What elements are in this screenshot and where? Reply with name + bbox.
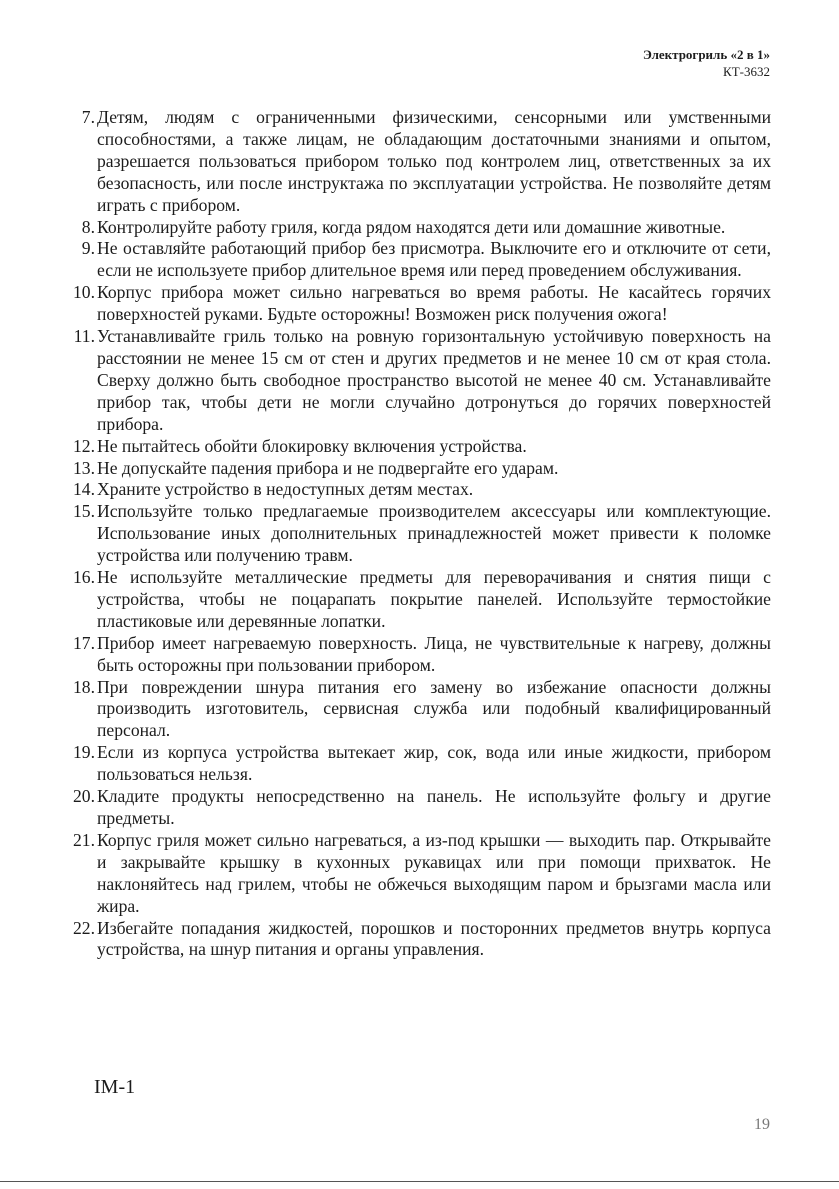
item-text: Кладите продукты непосредственно на панель. Не используйте фольгу и другие предметы. bbox=[97, 786, 771, 828]
item-number: 18. bbox=[73, 676, 95, 697]
item-text: Контролируйте работу гриля, когда рядом находятся дети или домашние животные. bbox=[97, 216, 726, 237]
safety-instructions-list bbox=[66, 107, 771, 961]
item-number: 22. bbox=[73, 917, 95, 938]
item-number: 10. bbox=[73, 282, 95, 303]
item-text: Если из корпуса устройства вытекает жир, сок, вода или иные жидкости, прибором пользоваться нельзя. bbox=[97, 742, 771, 785]
item-text: Устанавливайте гриль только на ровную горизонтальную устойчивую поверхность на расстоянии не менее 15 см от стен и других предметов и не менее 10 см от края стола. Сверху должно быть свободное пространство высотой не менее 40 см. Устанавливайте прибор так, чтобы дети не могли случайно дотронуться до горячих поверхностей прибора. bbox=[97, 326, 771, 434]
item-number: 8. bbox=[81, 216, 95, 237]
item-number: 14. bbox=[73, 479, 95, 500]
item-text: Не пытайтесь обойти блокировку включения устройства. bbox=[97, 435, 527, 456]
item-text: При повреждении шнура питания его замену во избежание опасности должны производить изготовитель, сервисная служба или подобный квалифицированный персонал. bbox=[97, 676, 771, 741]
list-item bbox=[66, 217, 771, 239]
item-number: 17. bbox=[73, 632, 95, 653]
list-item bbox=[66, 107, 771, 217]
item-number: 16. bbox=[73, 567, 95, 588]
document-code: IM-1 bbox=[94, 1076, 136, 1098]
item-text: Детям, людям с ограниченными физическими, сенсорными или умственными способностями, а также лицам, не обладающим достаточными знаниями и опытом, разрешается пользоваться прибором только под контролем лиц, ответственных за их безопасность, или после инструктажа по эксплуатации устройства. Не позволяйте детям играть с прибором. bbox=[97, 107, 771, 215]
list-item bbox=[66, 326, 771, 436]
list-item bbox=[66, 742, 771, 786]
item-text: Корпус гриля может сильно нагреваться, а из-под крышки — выходить пар. Открывайте и закрывайте крышку в кухонных рукавицах или при помощи прихваток. Не наклоняйтесь над грилем, чтобы не обжечься выходящим паром и брызгами масла или жира. bbox=[97, 829, 771, 916]
page-number: 19 bbox=[754, 1116, 770, 1133]
item-number: 15. bbox=[73, 501, 95, 522]
item-number: 21. bbox=[73, 829, 95, 850]
list-item bbox=[66, 238, 771, 282]
list-item bbox=[66, 479, 771, 501]
item-number: 9. bbox=[81, 238, 95, 259]
model-number: КТ-3632 bbox=[723, 64, 770, 79]
list-item bbox=[66, 677, 771, 743]
item-text: Избегайте попадания жидкостей, порошков и посторонних предметов внутрь корпуса устройства, на шнур питания и органы управления. bbox=[97, 917, 771, 960]
list-item bbox=[66, 501, 771, 567]
item-text: Не используйте металлические предметы для переворачивания и снятия пищи с устройства, чтобы не поцарапать покрытие панелей. Используйте термостойкие пластиковые или деревянные лопатки. bbox=[97, 567, 771, 631]
item-number: 20. bbox=[73, 786, 95, 807]
item-text: Не допускайте падения прибора и не подвергайте его ударам. bbox=[97, 457, 559, 478]
bottom-divider bbox=[0, 1181, 839, 1182]
list-item bbox=[66, 458, 771, 480]
list-item bbox=[66, 918, 771, 962]
item-number: 12. bbox=[73, 435, 95, 456]
list-item bbox=[66, 830, 771, 918]
item-number: 11. bbox=[73, 326, 95, 347]
list-item bbox=[66, 786, 771, 830]
list-item bbox=[66, 436, 771, 458]
list-item bbox=[66, 567, 771, 633]
item-text: Корпус прибора может сильно нагреваться во время работы. Не касайтесь горячих поверхностей руками. Будьте осторожны! Возможен риск получения ожога! bbox=[97, 282, 771, 325]
item-text: Используйте только предлагаемые производителем аксессуары или комплектующие. Использование иных дополнительных принадлежностей может привести к поломке устройства или получению травм. bbox=[97, 501, 771, 566]
list-item bbox=[66, 282, 771, 326]
list-item bbox=[66, 633, 771, 677]
item-number: 13. bbox=[73, 457, 95, 478]
item-number: 19. bbox=[73, 742, 95, 763]
item-text: Прибор имеет нагреваемую поверхность. Лица, не чувствительные к нагреву, должны быть осторожны при пользовании прибором. bbox=[97, 632, 771, 675]
item-number: 7. bbox=[81, 107, 95, 127]
product-title: Электрогриль «2 в 1» bbox=[642, 47, 770, 62]
page-header bbox=[643, 46, 770, 80]
item-text: Не оставляйте работающий прибор без присмотра. Выключите его и отключите от сети, если не используете прибор длительное время или перед проведением обслуживания. bbox=[97, 238, 771, 281]
item-text: Храните устройство в недоступных детям местах. bbox=[97, 479, 474, 500]
